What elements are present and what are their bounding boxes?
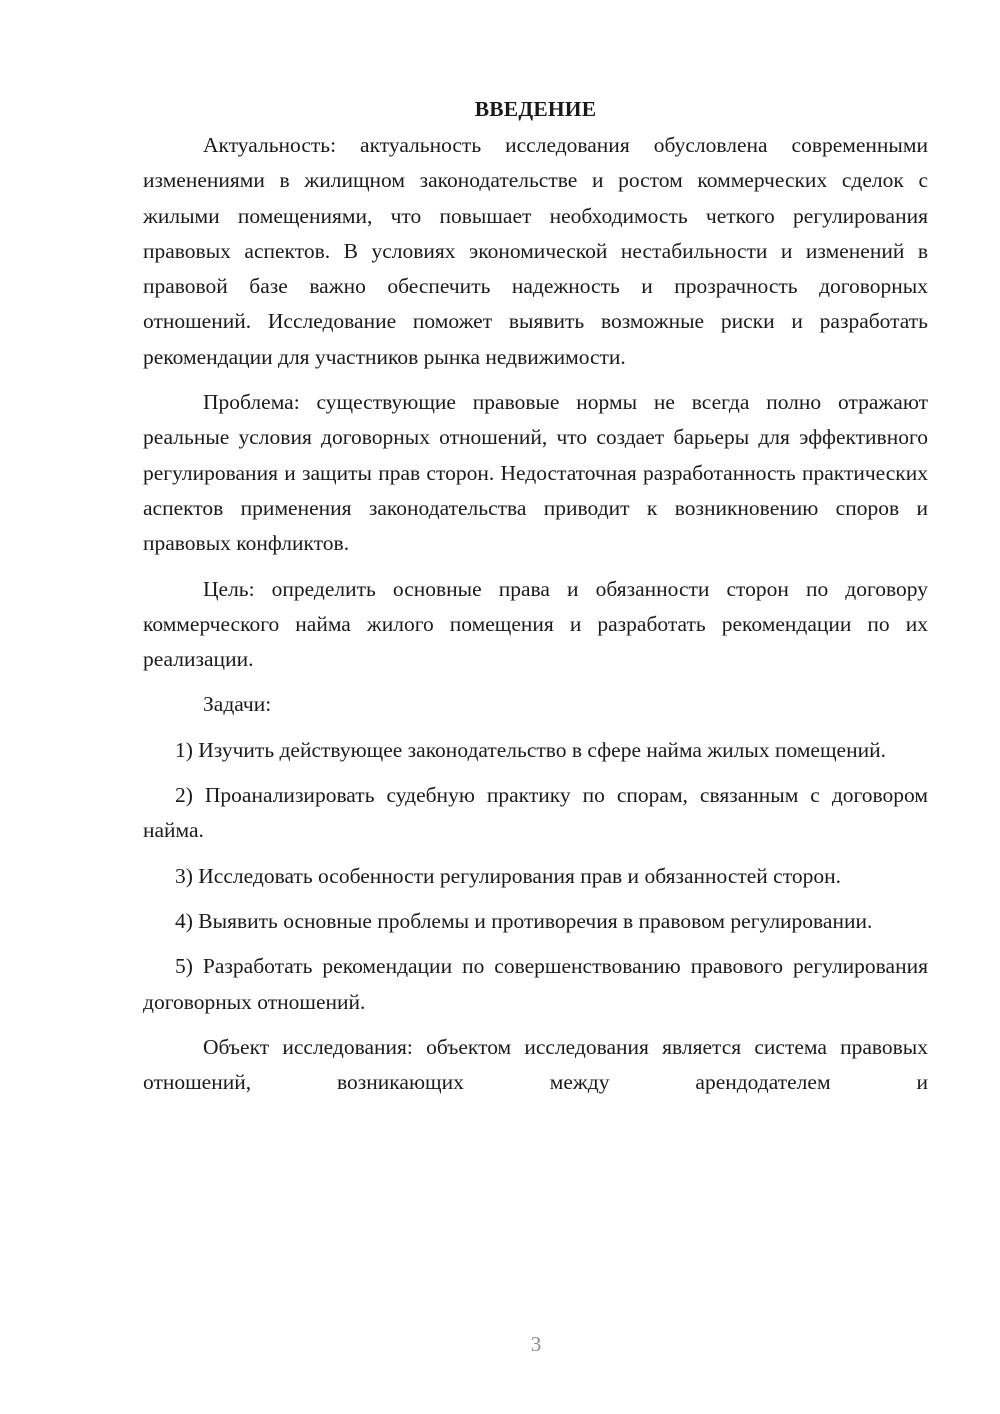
section-heading: ВВЕДЕНИЕ bbox=[474, 97, 597, 121]
task-item-3: 3) Исследовать особенности регулирования прав и обязанностей сторон. bbox=[175, 863, 841, 888]
task-item-5: 5) Разработать рекомендации по совершенствованию правового регулирования договорных отношений. bbox=[143, 954, 928, 1014]
task-item-2: 2) Проанализировать судебную практику по спорам, связанным с договором найма. bbox=[143, 783, 928, 843]
relevance-paragraph: Актуальность: актуальность исследования обусловлена современными изменениями в жилищном законодательстве и ростом коммерческих сделок с жилыми помещениями, что повышает необходимость четкого регулирования правовых аспектов. В условиях экономической нестабильности и изменений в правовой базе важно обеспечить надежность и прозрачность договорных отношений. Исследование поможет выявить возможные риски и разработать рекомендации для участников рынка недвижимости. bbox=[143, 133, 928, 369]
object-paragraph: Объект исследования: объектом исследования является система правовых отношений, возникающих между арендодателем и bbox=[143, 1034, 928, 1095]
tasks-label: Задачи: bbox=[203, 692, 272, 717]
problem-paragraph: Проблема: существующие правовые нормы не всегда полно отражают реальные условия договорных отношений, что создает барьеры для эффективного регулирования и защиты прав сторон. Недостаточная разработанность практических аспектов применения законодательства приводит к возникновению споров и правовых конфликтов. bbox=[143, 390, 928, 556]
task-item-4: 4) Выявить основные проблемы и противоречия в правовом регулировании. bbox=[175, 908, 873, 933]
page-number: 3 bbox=[530, 1332, 542, 1356]
page-content bbox=[143, 92, 928, 1110]
task-item-1: 1) Изучить действующее законодательство в сфере найма жилых помещений. bbox=[175, 737, 886, 762]
goal-paragraph: Цель: определить основные права и обязанности сторон по договору коммерческого найма жилого помещения и разработать рекомендации по их реализации. bbox=[143, 576, 928, 672]
